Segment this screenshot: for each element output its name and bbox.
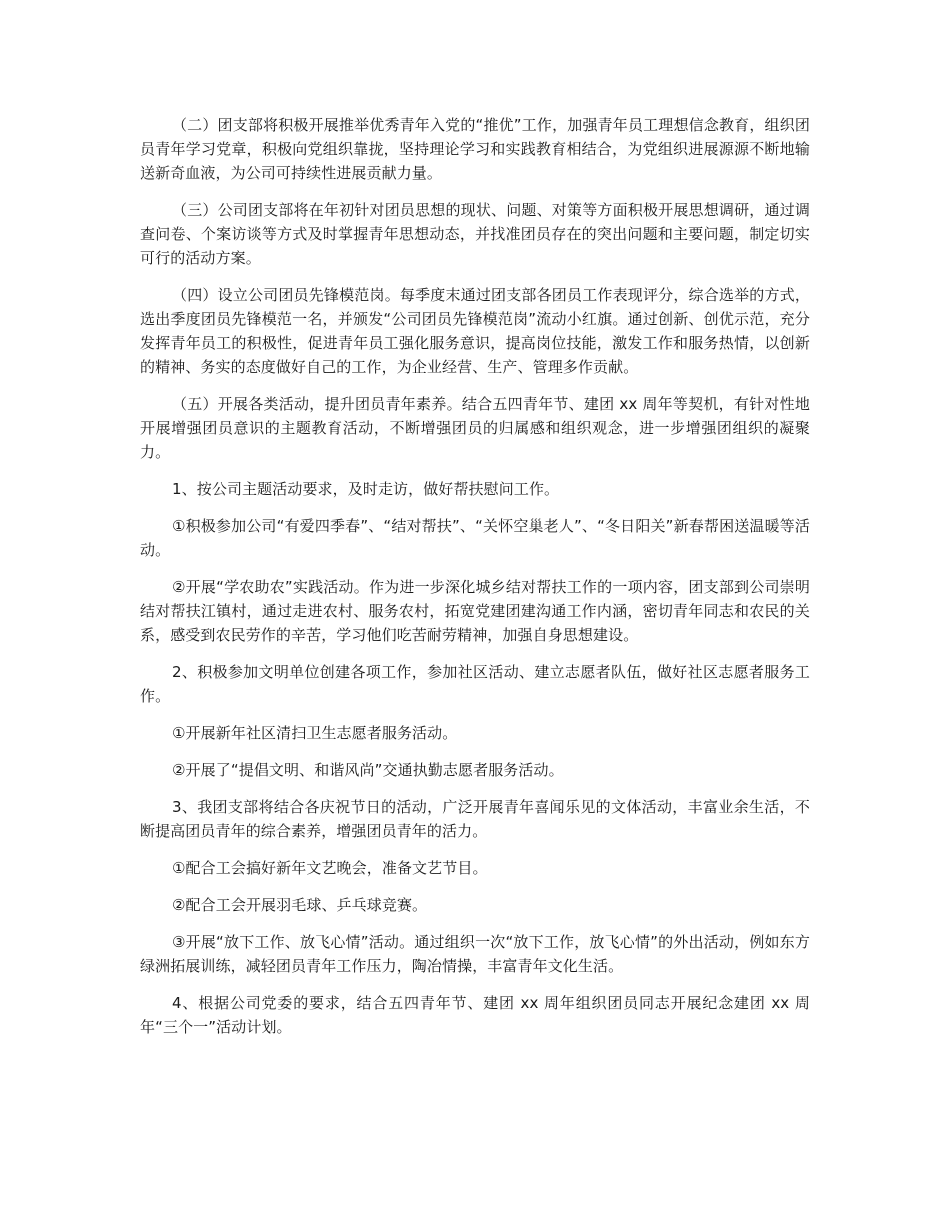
paragraph-model-post: （四）设立公司团员先锋模范岗。每季度末通过团支部各团员工作表现评分，综合选举的方式，选出季度团员先锋模范一名，并颁发“公司团员先锋模范岗”流动小红旗。通过创新、创优示范，充分发挥青年员工的积极性，促进青年员工强化服务意识，提高岗位技能，激发工作和服务热情，以创新的精神、务实的态度做好自己的工作，为企业经营、生产、管理多作贡献。 — [140, 286, 810, 376]
paragraph-research: （三）公司团支部将在年初针对团员思想的现状、问题、对策等方面积极开展思想调研，通过调查问卷、个案访谈等方式及时掌握青年思想动态，并找准团员存在的突出问题和主要问题，制定切实可行的活动方案。 — [140, 201, 810, 267]
paragraph-activities: （五）开展各类活动，提升团员青年素养。结合五四青年节、建团 xx 周年等契机，有针对性地开展增强团员意识的主题教育活动，不断增强团员的归属感和组织观念，进一步增强团组织的凝聚力。 — [140, 395, 810, 461]
paragraph-item-2-a: ①开展新年社区清扫卫生志愿者服务活动。 — [172, 724, 458, 742]
paragraph-item-1: 1、按公司主题活动要求，及时走访，做好帮扶慰问工作。 — [172, 480, 560, 498]
paragraph-item-1-b: ②开展“学农助农”实践活动。作为进一步深化城乡结对帮扶工作的一项内容，团支部到公司崇明结对帮扶江镇村，通过走进农村、服务农村，拓宽党建团建沟通工作内涵，密切青年同志和农民的关系，感受到农民劳作的辛苦，学习他们吃苦耐劳精神，加强自身思想建设。 — [140, 578, 810, 644]
document-body — [140, 113, 810, 1052]
paragraph-item-1-a: ①积极参加公司“有爱四季春”、“结对帮扶”、“关怀空巢老人”、“冬日阳关”新春帮困送温暖等活动。 — [140, 517, 810, 559]
paragraph-item-4: 4、根据公司党委的要求，结合五四青年节、建团 xx 周年组织团员同志开展纪念建团 xx 周年“三个一”活动计划。 — [140, 994, 810, 1036]
paragraph-item-3: 3、我团支部将结合各庆祝节日的活动，广泛开展青年喜闻乐见的文体活动，丰富业余生活，不断提高团员青年的综合素养，增强团员青年的活力。 — [140, 798, 810, 840]
paragraph-item-3-c: ③开展“放下工作、放飞心情”活动。通过组织一次“放下工作，放飞心情”的外出活动，例如东方绿洲拓展训练，减轻团员青年工作压力，陶冶情操，丰富青年文化生活。 — [140, 933, 810, 975]
paragraph-tuiyou: （二）团支部将积极开展推举优秀青年入党的“推优”工作，加强青年员工理想信念教育，组织团员青年学习党章，积极向党组织靠拢，坚持理论学习和实践教育相结合，为党组织进展源源不断地输送新奇血液，为公司可持续性进展贡献力量。 — [140, 116, 810, 182]
paragraph-item-2: 2、积极参加文明单位创建各项工作，参加社区活动、建立志愿者队伍，做好社区志愿者服务工作。 — [140, 663, 810, 705]
paragraph-item-3-b: ②配合工会开展羽毛球、乒乓球竞赛。 — [172, 896, 428, 914]
paragraph-item-3-a: ①配合工会搞好新年文艺晚会，准备文艺节目。 — [172, 859, 488, 877]
paragraph-item-2-b: ②开展了“提倡文明、和谐风尚”交通执勤志愿者服务活动。 — [172, 761, 564, 779]
